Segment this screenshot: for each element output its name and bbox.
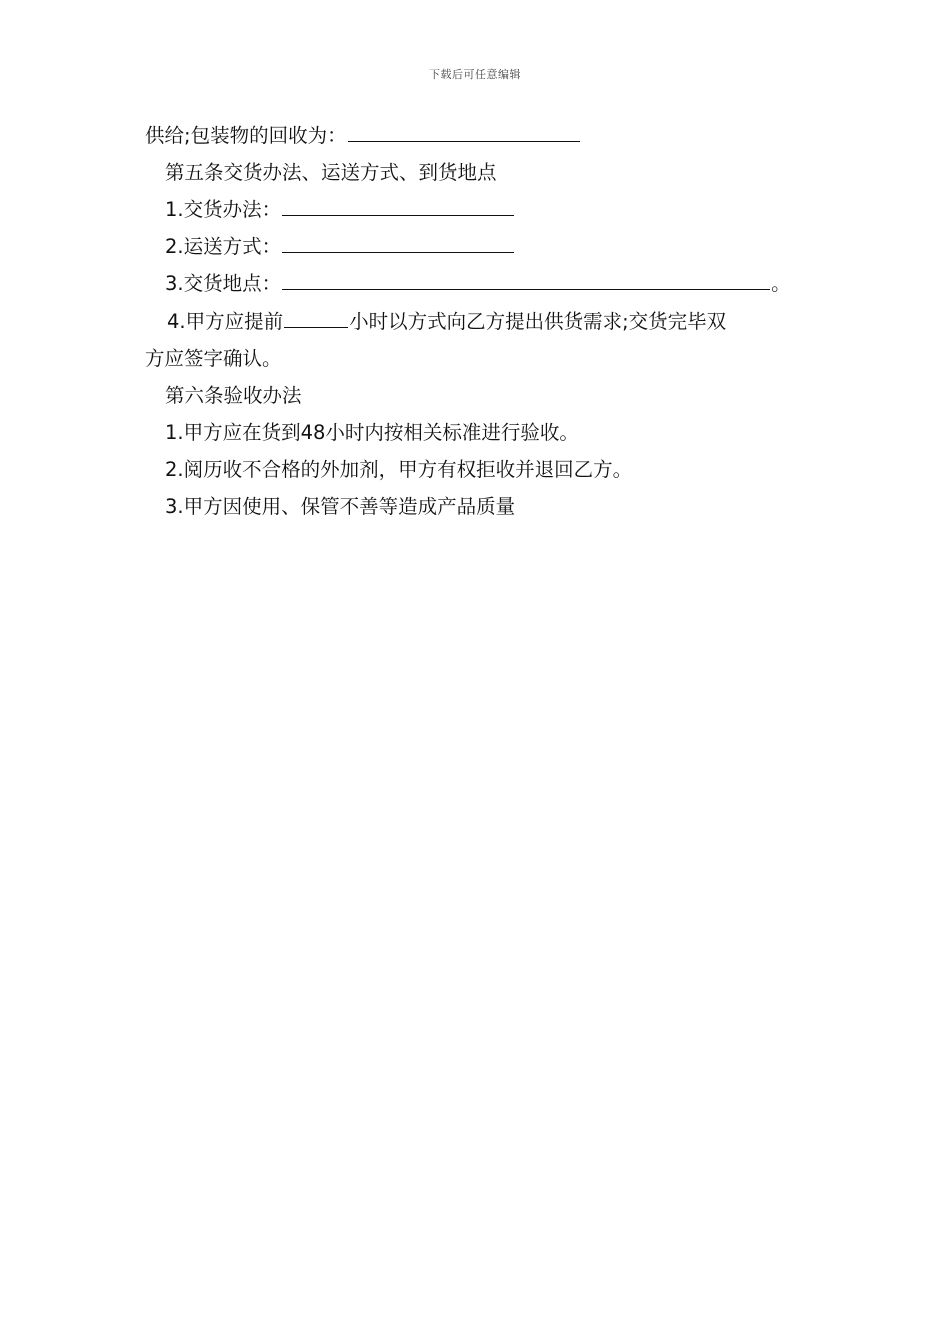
page-header: 下载后可任意编辑 (429, 68, 521, 81)
text-line (165, 272, 791, 296)
text-line: 方应签字确认。 (145, 347, 282, 370)
fill-in-blank[interactable] (284, 310, 348, 328)
section-heading: 第五条交货办法、运送方式、到货地点 (165, 161, 497, 184)
text-line: 3.甲方因使用、保管不善等造成产品质量 (165, 495, 516, 518)
line-text: 供给;包装物的回收为： (145, 124, 347, 147)
text-line: 2.阅历收不合格的外加剂，甲方有权拒收并退回乙方。 (165, 458, 633, 481)
fill-in-blank[interactable] (282, 235, 514, 253)
fill-in-blank[interactable] (348, 124, 580, 142)
section-heading: 第六条验收办法 (165, 384, 302, 407)
text-line (167, 310, 726, 334)
text-line: 1.甲方应在货到48小时内按相关标准进行验收。 (165, 421, 579, 444)
line-text-suffix: 。 (771, 272, 791, 295)
line-text-suffix: 小时以方式向乙方提出供货需求;交货完毕双 (349, 310, 727, 333)
fill-in-blank[interactable] (282, 198, 514, 216)
text-line (165, 198, 515, 222)
text-line (165, 235, 515, 259)
line-text: 2.运送方式： (165, 235, 282, 258)
line-text: 1.交货办法： (165, 198, 282, 221)
fill-in-blank[interactable] (282, 272, 770, 290)
line-text: 4.甲方应提前 (167, 310, 284, 333)
text-line (145, 124, 581, 148)
line-text: 3.交货地点： (165, 272, 282, 295)
